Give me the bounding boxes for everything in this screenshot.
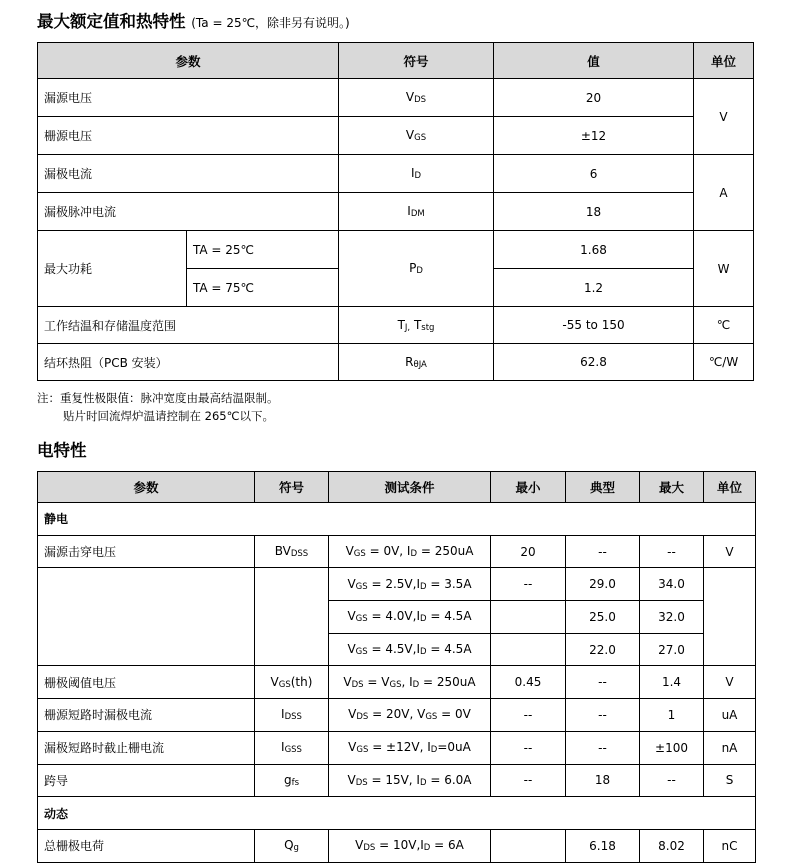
table-row [38,535,756,568]
symbol-cell: $R_{\theta JA}$ [339,344,494,381]
max-cell: 27.0 [640,633,704,666]
symbol-cell: $V_{DS}$ [339,79,494,117]
section2-title: 电特性 [37,441,87,460]
table-row [38,155,754,193]
unit-cell: nA [704,731,756,764]
min-cell [491,601,566,634]
param-cell: 栅源短路时漏极电流 [38,699,255,732]
symbol-cell: $I_D$ [339,155,494,193]
table-row [38,699,756,732]
param-cell: 最大功耗 [38,231,187,307]
min-cell [491,829,566,862]
header-param: 参数 [38,43,339,79]
header-symbol: 符号 [339,43,494,79]
min-cell [491,633,566,666]
unit-cell: W [694,231,754,307]
max-cell: 8.02 [640,829,704,862]
typ-cell: 6.18 [566,829,640,862]
unit-cell: nC [704,829,756,862]
table-row [38,764,756,797]
table-row [38,117,754,155]
param-cell: 漏源击穿电压 [38,535,255,568]
symbol-cell: $I_{DM}$ [339,193,494,231]
unit-cell: V [704,666,756,699]
note-line-2: 贴片时回流焊炉温请控制在 265℃以下。 [63,409,275,423]
unit-cell: V [694,79,754,155]
param-cell: 总栅极电荷 [38,829,255,862]
condition-cell: $V_{DS} = 15V$, $I_D = 6.0A$ [329,764,491,797]
symbol-cell: $BV_{DSS}$ [255,535,329,568]
value-cell: 18 [494,193,694,231]
condition-cell: TA = 25℃ [187,231,339,269]
param-cell: 漏极电流 [38,155,339,193]
value-cell: 1.2 [494,269,694,307]
max-cell: -- [640,535,704,568]
param-cell: 漏极脉冲电流 [38,193,339,231]
condition-cell: $V_{GS} = \pm 12V$, $I_D=0uA$ [329,731,491,764]
unit-cell: ℃ [694,307,754,344]
note-line-1: 注：重复性极限值：脉冲宽度由最高结温限制。 [37,391,279,405]
symbol-cell: $V_{GS}$ [339,117,494,155]
value-cell: 1.68 [494,231,694,269]
table-row [38,231,754,269]
header-unit: 单位 [704,472,756,503]
group-label: 动态 [38,797,756,830]
unit-cell: A [694,155,754,231]
typ-cell: -- [566,535,640,568]
symbol-cell: $P_D$ [339,231,494,307]
param-cell [38,568,255,666]
typ-cell: -- [566,699,640,732]
symbol-cell [255,568,329,666]
unit-cell: V [704,535,756,568]
condition-cell: $V_{DS} = 20V$, $V_{GS} = 0V$ [329,699,491,732]
table-row [38,79,754,117]
header-param: 参数 [38,472,255,503]
header-value: 值 [494,43,694,79]
typ-cell: 18 [566,764,640,797]
value-cell: 20 [494,79,694,117]
symbol-cell: $Q_g$ [255,829,329,862]
table-row [38,307,754,344]
min-cell: 0.45 [491,666,566,699]
table-row [38,193,754,231]
max-ratings-table [37,42,754,381]
max-cell: 34.0 [640,568,704,601]
section1-subtitle: (Ta = 25℃，除非另有说明。) [191,16,350,30]
electrical-characteristics-table [37,471,756,863]
value-cell: ±12 [494,117,694,155]
typ-cell: 29.0 [566,568,640,601]
value-cell: -55 to 150 [494,307,694,344]
table-row [38,666,756,699]
condition-cell: $V_{GS} = 4.0V,I_D = 4.5A$ [329,601,491,634]
max-cell: 1.4 [640,666,704,699]
min-cell: -- [491,568,566,601]
max-cell: -- [640,764,704,797]
max-cell: 1 [640,699,704,732]
symbol-cell: $I_{DSS}$ [255,699,329,732]
param-cell: 跨导 [38,764,255,797]
value-cell: 6 [494,155,694,193]
condition-cell: $V_{DS} = 10V,I_D = 6A$ [329,829,491,862]
condition-cell: TA = 75℃ [187,269,339,307]
symbol-cell: $g_{fs}$ [255,764,329,797]
symbol-cell: $V_{GS}(th)$ [255,666,329,699]
group-row-static [38,503,756,536]
param-cell: 工作结温和存储温度范围 [38,307,339,344]
min-cell: -- [491,699,566,732]
condition-cell: $V_{GS} = 4.5V,I_D = 4.5A$ [329,633,491,666]
header-symbol: 符号 [255,472,329,503]
value-cell: 62.8 [494,344,694,381]
typ-cell: -- [566,731,640,764]
header-typ: 典型 [566,472,640,503]
group-row-dynamic [38,797,756,830]
param-cell: 栅源电压 [38,117,339,155]
min-cell: 20 [491,535,566,568]
header-max: 最大 [640,472,704,503]
table-row [38,731,756,764]
min-cell: -- [491,764,566,797]
symbol-cell: $T_{J,}$ $T_{stg}$ [339,307,494,344]
section1-title: 最大额定值和热特性 (Ta = 25℃，除非另有说明。) [37,12,350,31]
table-row [38,568,756,601]
param-cell: 漏极短路时截止栅电流 [38,731,255,764]
typ-cell: 22.0 [566,633,640,666]
header-unit: 单位 [694,43,754,79]
header-condition: 测试条件 [329,472,491,503]
table-header-row [38,472,756,503]
header-min: 最小 [491,472,566,503]
param-cell: 结环热阻（PCB 安装） [38,344,339,381]
condition-cell: $V_{GS} = 2.5V,I_D = 3.5A$ [329,568,491,601]
notes [37,389,279,425]
unit-cell: S [704,764,756,797]
unit-cell [704,568,756,666]
condition-cell: $V_{GS} = 0V$, $I_D = 250uA$ [329,535,491,568]
unit-cell: uA [704,699,756,732]
param-cell: 漏源电压 [38,79,339,117]
table-header-row [38,43,754,79]
condition-cell: $V_{DS} = V_{GS}$, $I_D = 250uA$ [329,666,491,699]
typ-cell: 25.0 [566,601,640,634]
table-row [38,344,754,381]
max-cell: ±100 [640,731,704,764]
group-label: 静电 [38,503,756,536]
symbol-cell: $I_{GSS}$ [255,731,329,764]
table-row [38,829,756,862]
max-cell: 32.0 [640,601,704,634]
unit-cell: ℃/W [694,344,754,381]
min-cell: -- [491,731,566,764]
typ-cell: -- [566,666,640,699]
param-cell: 栅极阈值电压 [38,666,255,699]
